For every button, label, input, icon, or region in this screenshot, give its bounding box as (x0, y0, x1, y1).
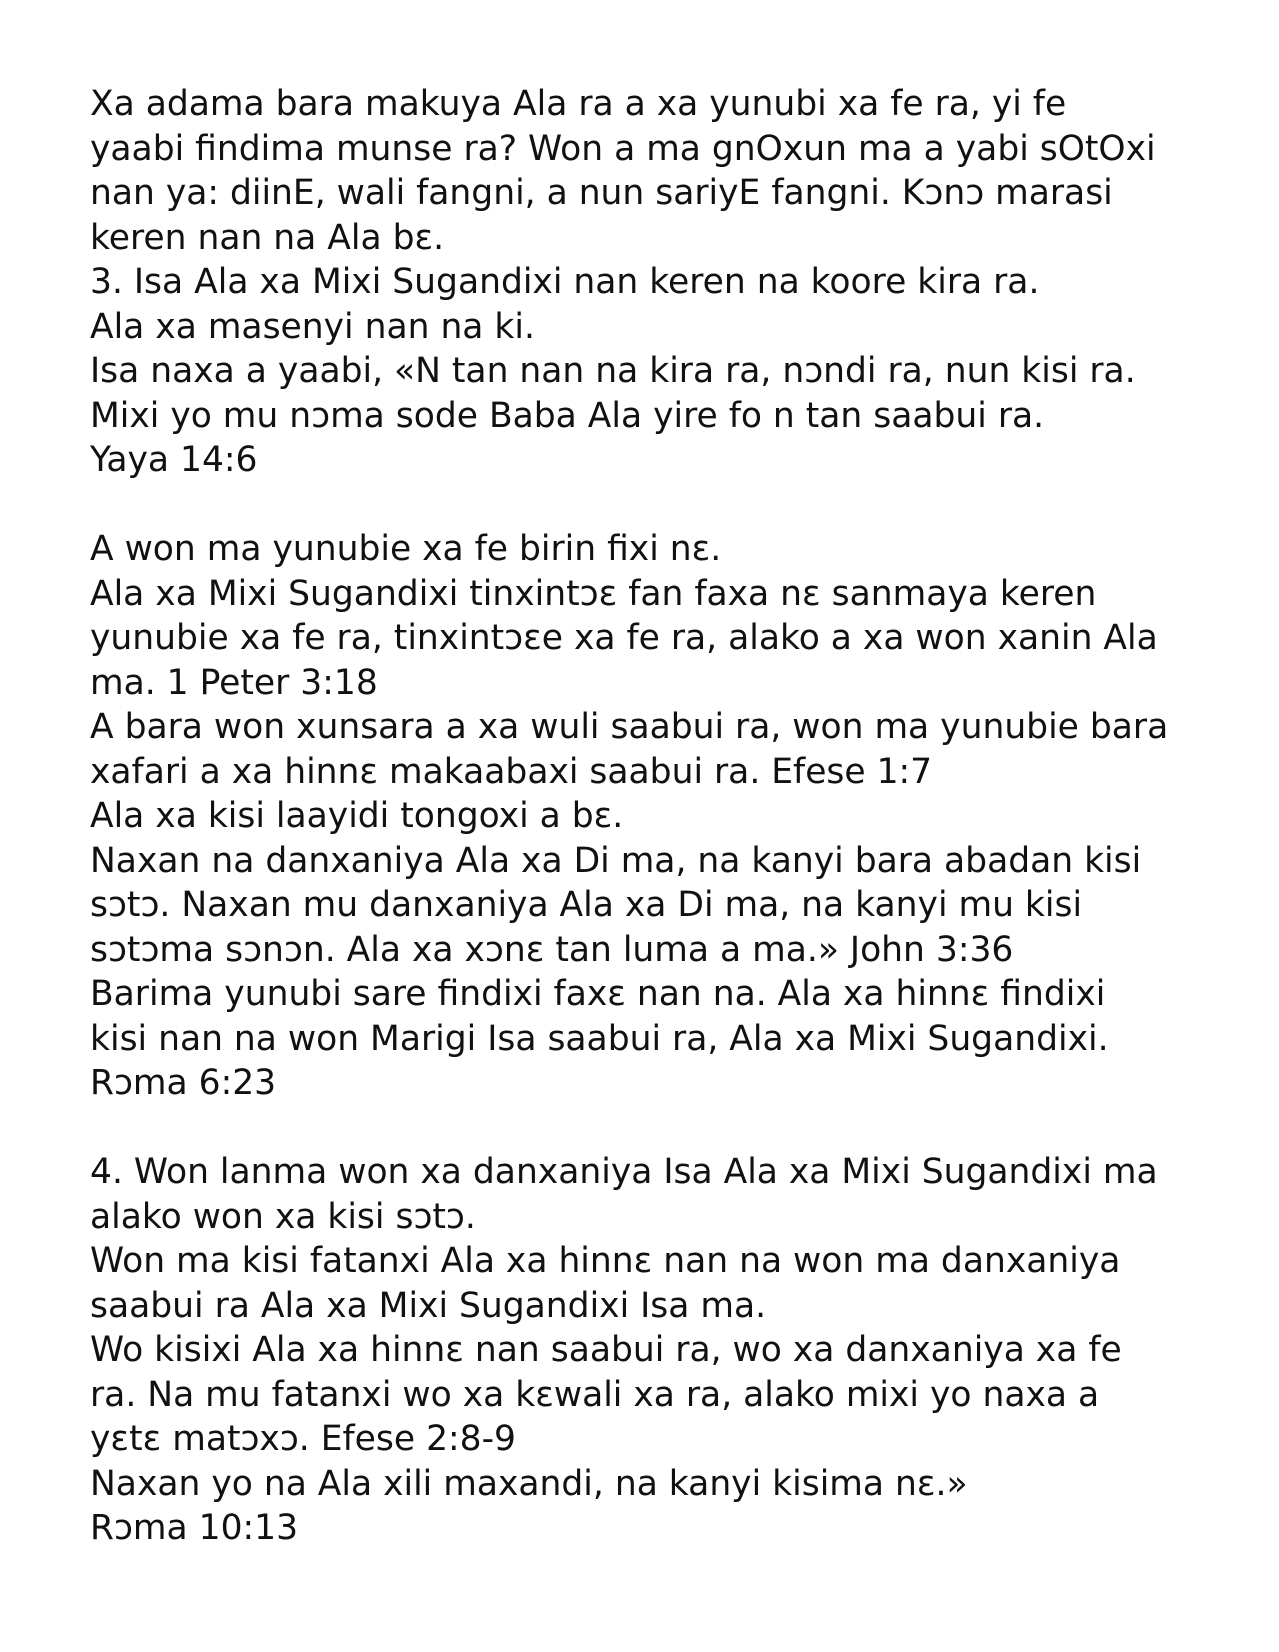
text-line: yɛtɛ matɔxɔ. Efese 2:8-9 (90, 1419, 516, 1459)
text-line: nan ya: diinE, wali fangni, a nun sariyE fangni. Kɔnɔ marasi (90, 173, 1113, 213)
text-line: Naxan na danxaniya Ala xa Di ma, na kanyi bara abadan kisi (90, 840, 1142, 881)
text-line: Won ma kisi fatanxi Ala xa hinnɛ nan na won ma danxaniya (90, 1241, 1121, 1281)
text-line: sɔtɔma sɔnɔn. Ala xa xɔnɛ tan luma a ma.» John 3:36 (90, 929, 1014, 970)
blank-line (90, 483, 1210, 528)
text-line: Mixi yo mu nɔma sode Baba Ala yire fo n tan saabui ra. (90, 395, 1045, 436)
text-line: yaabi findima munse ra? Won a ma gnOxun ma a yabi sOtOxi (90, 128, 1156, 169)
text-line: alako won xa kisi sɔtɔ. (90, 1196, 476, 1237)
text-line: 4. Won lanma won xa danxaniya Isa Ala xa Mixi Sugandixi ma (90, 1152, 1158, 1192)
blank-line (90, 1106, 1210, 1151)
text-line: kisi nan na won Marigi Isa saabui ra, Ala xa Mixi Sugandixi. (90, 1018, 1109, 1059)
text-line: Yaya 14:6 (90, 440, 258, 480)
text-line: keren nan na Ala bɛ. (90, 217, 445, 258)
text-line: A bara won xunsara a xa wuli saabui ra, won ma yunubie bara (90, 707, 1169, 747)
text-line: Rɔma 10:13 (90, 1508, 299, 1548)
text-line: Xa adama bara makuya Ala ra a xa yunubi xa fe ra, yi fe (90, 84, 1067, 124)
document-page (90, 82, 1210, 1551)
text-line: xafari a xa hinnɛ makaabaxi saabui ra. Efese 1:7 (90, 751, 933, 792)
text-line: ra. Na mu fatanxi wo xa kɛwali xa ra, alako mixi yo naxa a (90, 1374, 1100, 1415)
text-line: Ala xa masenyi nan na ki. (90, 306, 535, 347)
text-line: Rɔma 6:23 (90, 1063, 277, 1103)
text-line: Wo kisixi Ala xa hinnɛ nan saabui ra, wo xa danxaniya xa fe (90, 1330, 1122, 1370)
text-line: Ala xa Mixi Sugandixi tinxintɔɛ fan faxa nɛ sanmaya keren (90, 573, 1097, 614)
text-line: Naxan yo na Ala xili maxandi, na kanyi kisima nɛ.» (90, 1463, 968, 1504)
text-line: sɔtɔ. Naxan mu danxaniya Ala xa Di ma, na kanyi mu kisi (90, 885, 1083, 925)
text-line: Isa naxa a yaabi, «N tan nan na kira ra, nɔndi ra, nun kisi ra. (90, 351, 1136, 391)
text-line: A won ma yunubie xa fe birin fixi nɛ. (90, 529, 722, 569)
text-line: saabui ra Ala xa Mixi Sugandixi Isa ma. (90, 1285, 767, 1326)
text-line: Ala xa kisi laayidi tongoxi a bɛ. (90, 796, 624, 836)
text-line: yunubie xa fe ra, tinxintɔɛe xa fe ra, alako a xa won xanin Ala (90, 618, 1158, 658)
text-line: Barima yunubi sare findixi faxɛ nan na. Ala xa hinnɛ findixi (90, 974, 1106, 1014)
text-line: 3. Isa Ala xa Mixi Sugandixi nan keren na koore kira ra. (90, 262, 1040, 302)
text-line: ma. 1 Peter 3:18 (90, 662, 378, 703)
